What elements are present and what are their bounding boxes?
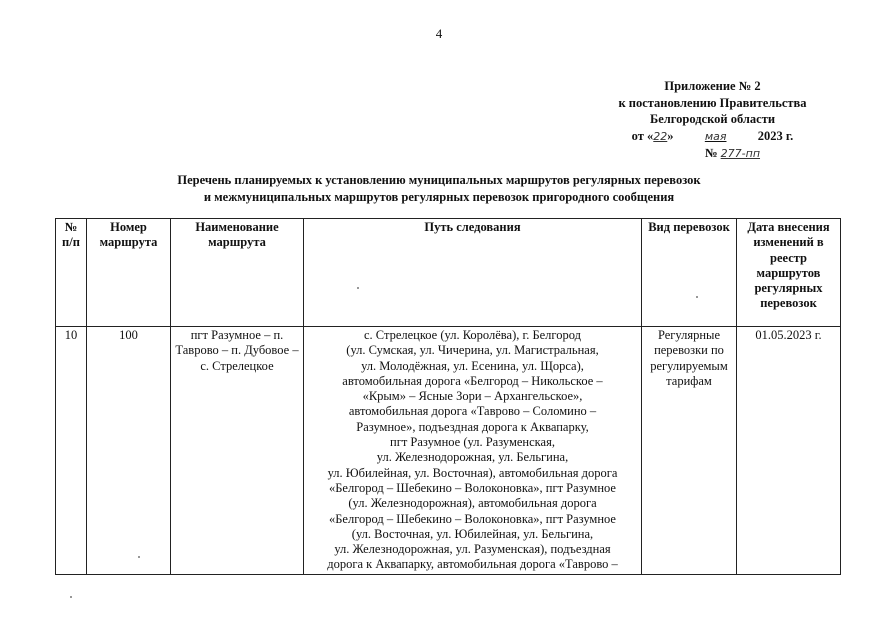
path-line: (ул. Железнодорожная), автомобильная дорога: [348, 496, 597, 511]
scan-speck: [696, 296, 698, 298]
document-title: [0, 172, 878, 206]
scan-speck: [70, 596, 72, 598]
path-line: ул. Молодёжная, ул. Есенина, ул. Щорса),: [361, 358, 584, 373]
scan-speck: [138, 556, 140, 558]
path-line: «Белгород – Шебекино – Волоконовка», пгт Разумное: [329, 480, 616, 495]
path-line: автомобильная дорога «Таврово – Соломино –: [348, 404, 597, 419]
appendix-number: [560, 145, 865, 163]
path-line: пгт Разумное (ул. Разуменская,: [390, 435, 555, 450]
routes-table: [55, 218, 841, 575]
header-path: Путь следования: [304, 219, 642, 327]
page-number: 4: [435, 26, 443, 41]
header-route-name: Наименование маршрута: [171, 219, 304, 327]
table-header-row: [56, 219, 841, 327]
date-month-field: [677, 128, 755, 146]
date-year: 2023 г.: [757, 128, 794, 143]
cell-route-number: 100: [87, 327, 171, 575]
date-mid: »: [667, 128, 674, 143]
path-line: с. Стрелецкое (ул. Королёва), г. Белгород: [363, 328, 581, 342]
path-line: дорога к Аквапарку, автомобильная дорога «Таврово –: [327, 557, 618, 572]
title-line-1: Перечень планируемых к установлению муниципальных маршрутов регулярных перевозок: [177, 173, 701, 187]
path-line: ул. Железнодорожная, ул. Разуменская), подъездная: [334, 542, 611, 557]
cell-num: 10: [56, 327, 87, 575]
cell-date: 01.05.2023 г.: [737, 327, 841, 575]
path-line: (ул. Сумская, ул. Чичерина, ул. Магистральная,: [346, 343, 599, 358]
number-prefix: №: [704, 146, 718, 160]
cell-transport-type: Регулярные перевозки по регулируемым тарифам: [642, 327, 737, 575]
path-line: (ул. Восточная, ул. Юбилейная, ул. Бельгина,: [351, 526, 594, 541]
date-day: 22: [653, 129, 668, 143]
title-line-2: и межмуниципальных маршрутов регулярных перевозок пригородного сообщения: [203, 190, 675, 204]
appendix-line-3: Белгородской области: [649, 112, 776, 126]
path-line: автомобильная дорога «Белгород – Никольское –: [342, 373, 603, 388]
table-row: [56, 327, 841, 575]
cell-route-name: пгт Разумное – п. Таврово – п. Дубовое – с. Стрелецкое: [171, 327, 304, 575]
number-value: 277-пп: [720, 147, 761, 160]
header-num: № п/п: [56, 219, 87, 327]
path-line: «Белгород – Шебекино – Волоконовка», пгт Разумное: [329, 511, 616, 526]
appendix-title: Приложение № 2: [664, 79, 761, 93]
path-line: ул. Железнодорожная, ул. Бельгина,: [376, 450, 569, 465]
cell-path: [304, 327, 642, 575]
appendix-header: [560, 78, 865, 163]
date-month: мая: [704, 129, 727, 143]
scan-speck: [357, 287, 359, 289]
path-line: ул. Юбилейная, ул. Восточная), автомобильная дорога: [327, 465, 618, 480]
path-line: «Крым» – Ясные Зори – Архангельское»,: [362, 389, 583, 404]
path-line: Разумное», подъездная дорога к Аквапарку,: [356, 419, 589, 434]
appendix-line-2: к постановлению Правительства: [618, 95, 807, 110]
header-route-number: Номер маршрута: [87, 219, 171, 327]
date-prefix: от «: [631, 128, 654, 143]
appendix-date: [560, 128, 865, 146]
header-date: Дата внесения изменений в реестр маршрутов регулярных перевозок: [737, 219, 841, 327]
header-transport-type: Вид перевозок: [642, 219, 737, 327]
